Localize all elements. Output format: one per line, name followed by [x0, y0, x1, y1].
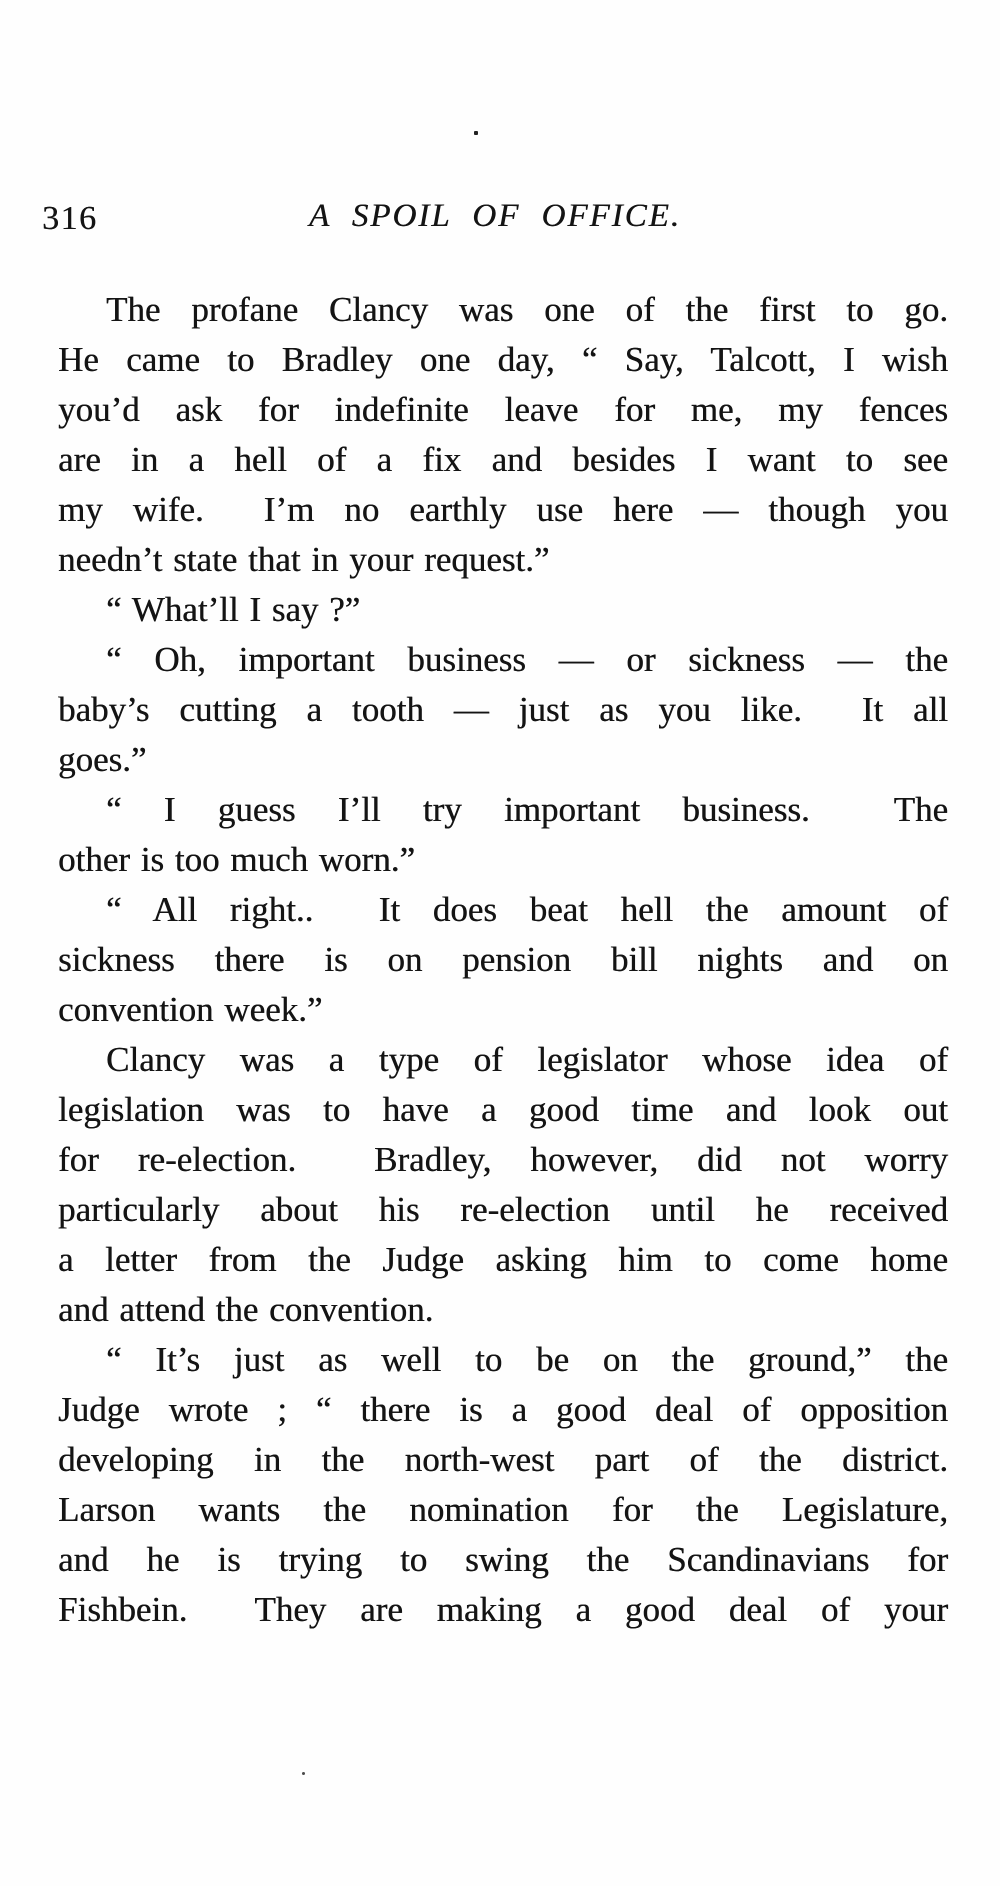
page-header	[42, 198, 948, 240]
text-line: Clancy was a type of legislator whose idea of	[106, 1040, 948, 1079]
text-line: “ All right.. It does beat hell the amount of	[106, 890, 948, 929]
text-line: legislation was to have a good time and look out	[58, 1090, 948, 1129]
text-line: “ I guess I’ll try important business. The	[106, 790, 948, 829]
scan-speck	[302, 1772, 305, 1775]
text-line: “ Oh, important business — or sickness — the	[106, 640, 948, 679]
text-line: developing in the north-west part of the district.	[58, 1440, 948, 1479]
text-line: Judge wrote ; “ there is a good deal of opposition	[58, 1390, 948, 1429]
text-line: He came to Bradley one day, “ Say, Talcott, I wish	[58, 340, 948, 379]
text-line: and attend the convention.	[58, 1290, 434, 1329]
text-line: goes.”	[58, 740, 147, 779]
text-line: convention week.”	[58, 990, 323, 1029]
page-number: 316	[42, 200, 98, 237]
text-line: sickness there is on pension bill nights and on	[58, 940, 948, 979]
text-line: Fishbein. They are making a good deal of your	[58, 1590, 948, 1629]
page-body	[58, 285, 948, 1635]
text-line: particularly about his re-election until he received	[58, 1190, 948, 1229]
text-line: “ What’ll I say ?”	[106, 590, 361, 629]
text-line: Larson wants the nomination for the Legislature,	[58, 1490, 948, 1529]
text-line: baby’s cutting a tooth — just as you like. It all	[58, 690, 948, 729]
text-line: The profane Clancy was one of the first to go.	[106, 290, 948, 329]
text-line: a letter from the Judge asking him to come home	[58, 1240, 948, 1279]
text-line: you’d ask for indefinite leave for me, my fences	[58, 390, 948, 429]
text-line: other is too much worn.”	[58, 840, 415, 879]
text-line: and he is trying to swing the Scandinavians for	[58, 1540, 948, 1579]
text-line: “ It’s just as well to be on the ground,” the	[106, 1340, 948, 1379]
text-line: are in a hell of a fix and besides I want to see	[58, 440, 948, 479]
text-line: for re-election. Bradley, however, did not worry	[58, 1140, 948, 1179]
text-line: my wife. I’m no earthly use here — though you	[58, 490, 948, 529]
running-title: A SPOIL OF OFFICE.	[308, 198, 682, 234]
scan-speck	[474, 131, 478, 135]
text-line: needn’t state that in your request.”	[58, 540, 550, 579]
